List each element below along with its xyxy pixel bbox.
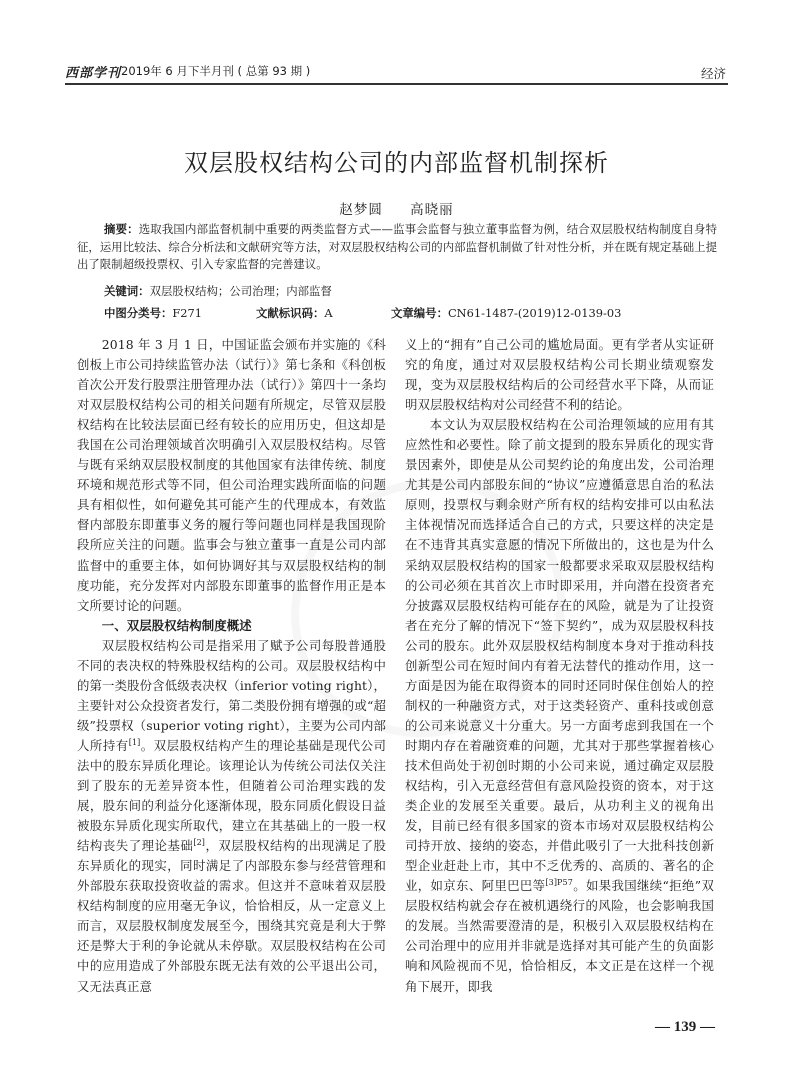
body-paragraph bbox=[77, 636, 386, 997]
paragraph-text: 双层股权结构公司是指采用了赋予公司每股普通股不同的表决权的特殊股权结构的公司。双层股权结构中的第一类股份含低级表决权（inferior voting right），主要针对公众投资者发行，第二类股份拥有增强的或“超级”投票权（superior voting right），主要为公司内部人所持有 bbox=[77, 637, 386, 753]
classification-line bbox=[104, 305, 704, 323]
doc-value: A bbox=[324, 306, 333, 320]
abstract-label: 摘要： bbox=[104, 222, 139, 236]
running-header bbox=[65, 61, 728, 81]
article-title: 双层股权结构公司的内部监督机制探析 bbox=[184, 149, 609, 177]
article-number bbox=[391, 305, 621, 321]
page-number: — 139 — bbox=[655, 1019, 715, 1035]
clc-value: F271 bbox=[172, 306, 203, 320]
paragraph-text: 本文认为双层股权结构在公司治理领域的应用有其应然性和必要性。除了前文提到的股东异质化的现实背景因素外，即使是从公司契约论的角度出发，公司治理尤其是公司内部股东间的“协议”应遵循意思自治的私法原则，投票权与剩余财产所有权的结构安排可以由私法主体视情况而选择适合自己的方式，只要这样的决定是在不违背其真实意愿的情况下所做出的，这也是为什么采纳双层股权结构的国家一般都要求采取双层股权结构的公司必须在其首次上市时即采用，并向潜在投资者充分披露双层股权结构可能存在的风险，就是为了让投资者在充分了解的情况下“签下契约”，成为双层股权科技公司的股东。此外双层股权结构制度本身对于推动科技创新型公司在短时间内有着无法替代的推动作用，这一方面是因为能在取得资本的同时还同时保住创始人的控制权的一种融资方式，对于这类轻资产、重科技或创意的公司来说意义十分重大。另一方面考虑到我国在一个时期内存在着融资难的问题，尤其对于那些掌握着核心技术但尚处于初创时期的小公司来说，通过确定双层股权结构，引入无意经营但有意风险投资的资本，对于这类企业的发展至关重要。最后，从功利主义的视角出发，目前已经有很多国家的资本市场对双层股权结构公司持开放、接纳的姿态，并借此吸引了一大批科技创新型企业赶赴上市，其中不乏优秀的、高质的、著名的企业，如京东、阿里巴巴等 bbox=[405, 417, 714, 894]
body-paragraph: 义上的“拥有”自己公司的尴尬局面。更有学者从实证研究的角度，通过对双层股权结构公司长期业绩观察发现，变为双层股权结构后的公司经营水平下降，从而证明双层股权结构对公司经营不利的结论。 bbox=[405, 337, 714, 413]
clc-label: 中图分类号： bbox=[104, 306, 173, 320]
journal-logo: 西部学刊 bbox=[65, 66, 122, 81]
document-code bbox=[256, 305, 333, 321]
clc-number bbox=[104, 305, 202, 321]
paragraph-text: ，双层股权结构的出现满足了股东异质化的现实，同时满足了内部股东参与经营管理和外部股东获取投资收益的需求。但这并不意味着双层股权结构制度的应用毫无争议，恰恰相反，从一定意义上而言，双层股权制度发展至今，围绕其究竟是利大于弊还是弊大于利的争论就从未停歇。双层股权结构在公司中的应用造成了外部股东既无法有效的公平退出公司，又无法真正意 bbox=[77, 838, 386, 994]
section-heading: 一、双层股权结构制度概述 bbox=[101, 617, 252, 633]
journal-issue: 2019年 6 月下半月刊 ( 总第 93 期 ) bbox=[121, 64, 311, 78]
keywords bbox=[104, 283, 332, 299]
authors: 赵梦圆 高晓丽 bbox=[339, 202, 454, 218]
abstract-text: 选取我国内部监督机制中重要的两类监督方式——监事会监督与独立董事监督为例，结合双层股权结构制度自身特征，运用比较法、综合分析法和文献研究等方法，对双层股权结构公司的内部监督机制做了针对性分析，并在既有规定基础上提出了限制超级投票权、引入专家监督的完善建议。 bbox=[77, 222, 717, 271]
doc-label: 文献标识码： bbox=[256, 306, 325, 320]
header-rule bbox=[65, 83, 728, 85]
citation-ref: [3]P57 bbox=[545, 878, 573, 888]
citation-ref: [2] bbox=[193, 838, 205, 848]
paragraph-text: 。如果我国继续“拒绝”双层股权结构就会存在被机遇绕行的风险，也会影响我国的发展。当然需要澄清的是，积极引入双层股权结构在公司治理中的应用并非就是选择对其可能产生的负面影响和风险视而不见，恰恰相反，本文正是在这样一个视角下展开，即我 bbox=[405, 878, 714, 994]
body-paragraph: 2018 年 3 月 1 日，中国证监会颁布并实施的《科创板上市公司持续监管办法（试行）》第七条和《科创板首次公开发行股票注册管理办法（试行）》第四十一条均对双层股权结构公司的相关问题有所规定，尽管双层股权结构在比较法层面已经有较长的应用历史，但这却是我国在公司治理领域首次明确引入双层股权结构。尽管与既有采纳双层股权制度的其他国家有法律传统、制度环境和规范形式等不同，但公司治理实践所面临的问题具有相似性，如何避免其可能产生的代理成本，有效监督内部股东即董事义务的履行等问题也同样是我国现阶段所应关注的问题。监事会与独立董事一直是公司内部监督中的重要主体，如何协调好其与双层股权结构的制度功能，充分发挥对内部股东即董事的监督作用正是本文所要讨论的问题。 bbox=[77, 337, 386, 613]
art-label: 文章编号： bbox=[391, 306, 448, 320]
body-column-right bbox=[405, 335, 714, 997]
art-value: CN61-1487-(2019)12-0139-03 bbox=[447, 306, 622, 320]
abstract bbox=[77, 221, 717, 274]
keywords-label: 关键词： bbox=[104, 284, 150, 298]
citation-ref: [1] bbox=[128, 737, 141, 747]
section-label: 经济 bbox=[700, 66, 726, 81]
body-paragraph bbox=[405, 415, 714, 996]
paragraph-text: 。双层股权结构产生的理论基础是现代公司法中的股东异质化理论。该理论认为传统公司法仅关注到了股东的无差异资本性，但随着公司治理实践的发展，股东间的利益分化逐渐体现，股东同质化假设日益被股东异质化现实所取代，建立在其基础上的一股一权结构丧失了理论基础 bbox=[77, 737, 386, 854]
keywords-text: 双层股权结构；公司治理；内部监督 bbox=[149, 284, 332, 298]
body-column-left bbox=[77, 335, 386, 997]
